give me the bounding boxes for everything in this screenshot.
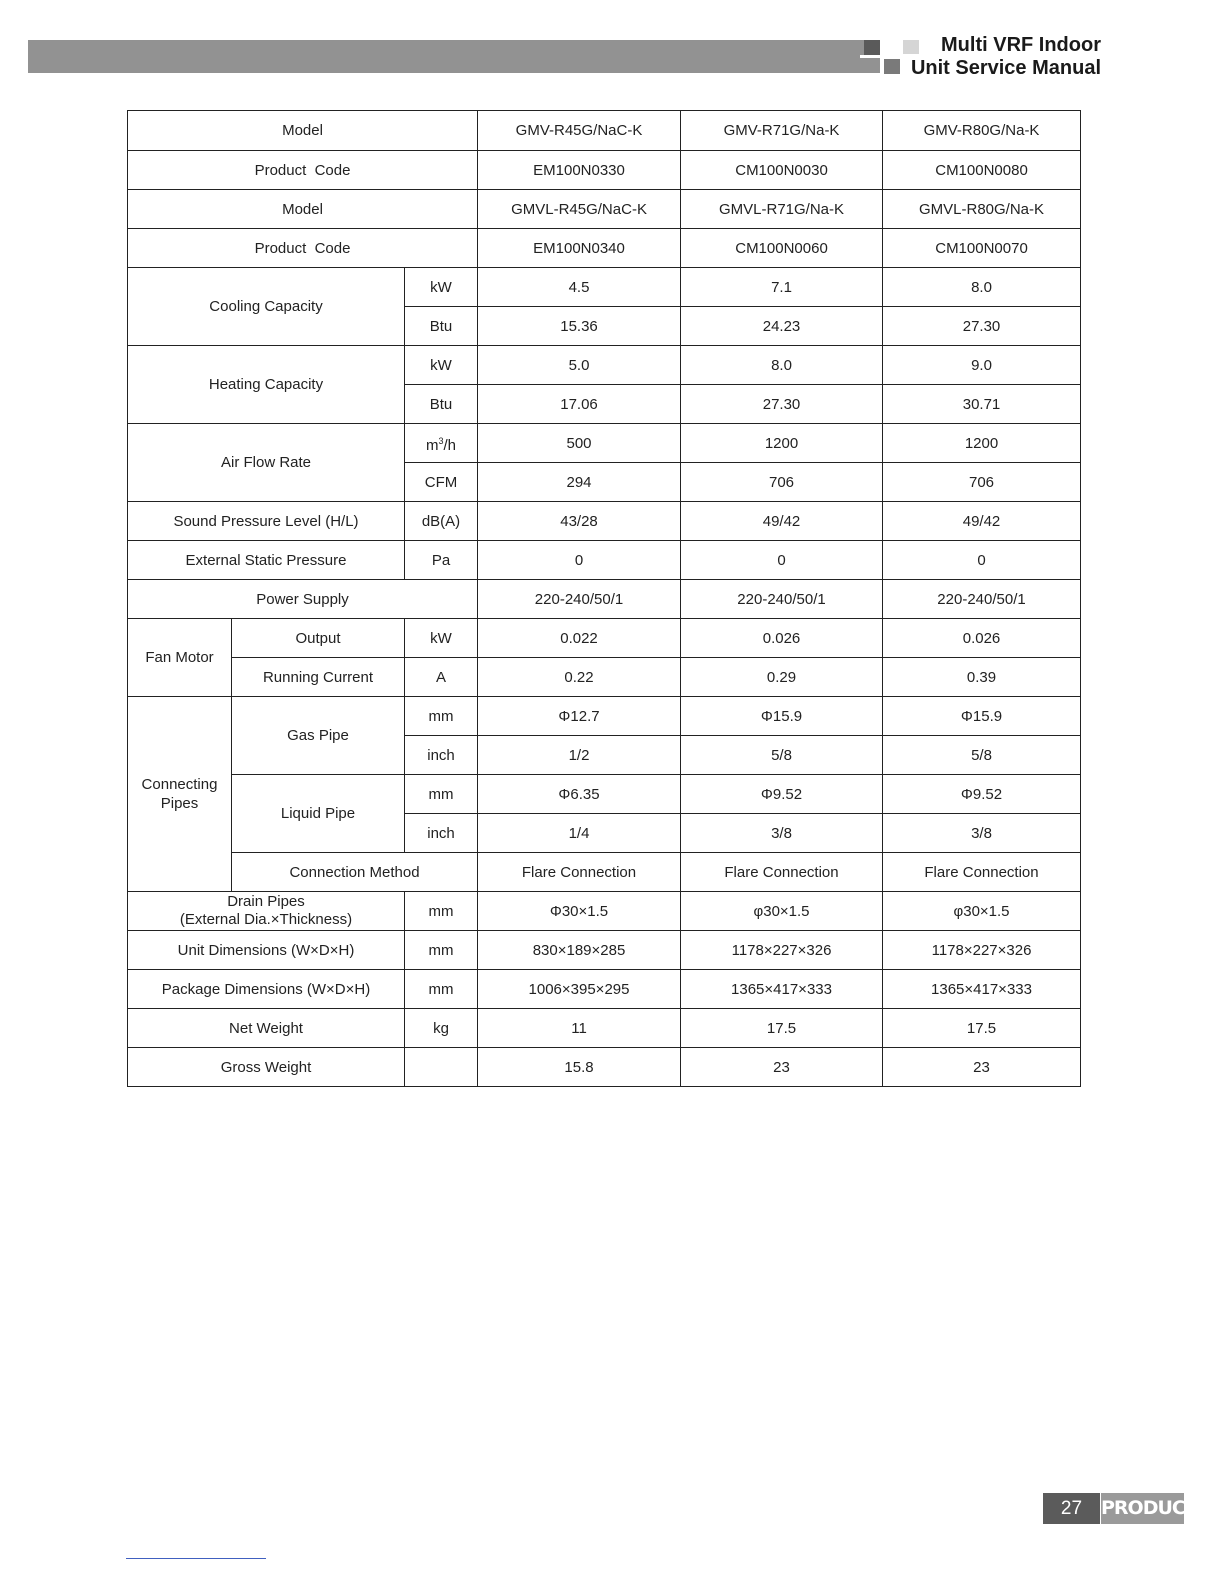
cell: 0.39 bbox=[883, 658, 1081, 697]
cell: 1/2 bbox=[478, 736, 681, 775]
row-label: Model bbox=[128, 190, 478, 229]
page-number: 27 bbox=[1043, 1493, 1100, 1524]
cell: 49/42 bbox=[883, 502, 1081, 541]
row-label: Model bbox=[128, 111, 478, 151]
unit-cell: mm bbox=[405, 775, 478, 814]
row-label: Output bbox=[232, 619, 405, 658]
cell: 9.0 bbox=[883, 346, 1081, 385]
unit-h: /h bbox=[443, 436, 457, 454]
table-row bbox=[128, 424, 1081, 463]
pipes-label-line1: Connecting bbox=[141, 776, 218, 793]
table-row bbox=[128, 658, 1081, 697]
cell: 1365×417×333 bbox=[883, 970, 1081, 1009]
cell: 0 bbox=[681, 541, 883, 580]
unit-cell: mm bbox=[405, 931, 478, 970]
drain-label-line2: (External Dia.×Thickness) bbox=[179, 911, 353, 928]
cell: CM100N0080 bbox=[883, 151, 1081, 190]
cell: Φ15.9 bbox=[681, 697, 883, 736]
cell: Φ15.9 bbox=[883, 697, 1081, 736]
cell: Flare Connection bbox=[681, 853, 883, 892]
cell: 15.8 bbox=[478, 1048, 681, 1087]
cell: 3/8 bbox=[681, 814, 883, 853]
cell: 706 bbox=[681, 463, 883, 502]
table-row bbox=[128, 931, 1081, 970]
row-label: Cooling Capacity bbox=[128, 268, 405, 346]
row-label: Air Flow Rate bbox=[128, 424, 405, 502]
cell: 1006×395×295 bbox=[478, 970, 681, 1009]
header-bracket bbox=[860, 55, 882, 58]
cell: EM100N0330 bbox=[478, 151, 681, 190]
cell: Φ9.52 bbox=[681, 775, 883, 814]
cell: 24.23 bbox=[681, 307, 883, 346]
cell: φ30×1.5 bbox=[681, 892, 883, 931]
row-label: Gross Weight bbox=[128, 1048, 405, 1087]
cell: 0.026 bbox=[883, 619, 1081, 658]
unit-cell bbox=[405, 1048, 478, 1087]
unit-exp: 3 bbox=[438, 435, 444, 446]
table-row bbox=[128, 229, 1081, 268]
cell: CM100N0030 bbox=[681, 151, 883, 190]
cell: 27.30 bbox=[681, 385, 883, 424]
unit-cell: dB(A) bbox=[405, 502, 478, 541]
cell: 1178×227×326 bbox=[883, 931, 1081, 970]
pipes-label-line2: Pipes bbox=[160, 795, 199, 812]
section-label: PRODUCT bbox=[1101, 1493, 1184, 1524]
unit-cell: mm bbox=[405, 892, 478, 931]
unit-cell: Btu bbox=[405, 307, 478, 346]
table-row bbox=[128, 619, 1081, 658]
row-label: Heating Capacity bbox=[128, 346, 405, 424]
header-square-dark bbox=[864, 40, 880, 55]
table-row bbox=[128, 775, 1081, 814]
cell: 8.0 bbox=[681, 346, 883, 385]
cell: Flare Connection bbox=[478, 853, 681, 892]
row-label: External Static Pressure bbox=[128, 541, 405, 580]
row-label: Package Dimensions (W×D×H) bbox=[128, 970, 405, 1009]
cell: φ30×1.5 bbox=[883, 892, 1081, 931]
row-label: Liquid Pipe bbox=[232, 775, 405, 853]
row-label: Connection Method bbox=[232, 853, 478, 892]
table-row bbox=[128, 190, 1081, 229]
cell: 5/8 bbox=[883, 736, 1081, 775]
cell: 5/8 bbox=[681, 736, 883, 775]
row-label: Product Code bbox=[128, 229, 478, 268]
cell: GMV-R80G/Na-K bbox=[883, 111, 1081, 151]
drain-label-line1: Drain Pipes bbox=[227, 893, 305, 910]
cell: 15.36 bbox=[478, 307, 681, 346]
row-label: Product Code bbox=[128, 151, 478, 190]
cell: 3/8 bbox=[883, 814, 1081, 853]
cell: 8.0 bbox=[883, 268, 1081, 307]
cell: GMVL-R45G/NaC-K bbox=[478, 190, 681, 229]
cell: 49/42 bbox=[681, 502, 883, 541]
cell: 0.026 bbox=[681, 619, 883, 658]
cell: 0.29 bbox=[681, 658, 883, 697]
unit-cell: mm bbox=[405, 970, 478, 1009]
table-row bbox=[128, 502, 1081, 541]
manual-title-line2: Unit Service Manual bbox=[910, 57, 1101, 79]
cell: 220-240/50/1 bbox=[478, 580, 681, 619]
cell: Φ9.52 bbox=[883, 775, 1081, 814]
cell: GMV-R71G/Na-K bbox=[681, 111, 883, 151]
row-label: Gas Pipe bbox=[232, 697, 405, 775]
cell: 0.022 bbox=[478, 619, 681, 658]
table-row bbox=[128, 268, 1081, 307]
unit-cell: CFM bbox=[405, 463, 478, 502]
cell: 0 bbox=[883, 541, 1081, 580]
cell: 27.30 bbox=[883, 307, 1081, 346]
unit-cell: inch bbox=[405, 814, 478, 853]
unit-cell: mm bbox=[405, 697, 478, 736]
cell: 500 bbox=[478, 424, 681, 463]
spec-table bbox=[127, 110, 1081, 1087]
cell: 1178×227×326 bbox=[681, 931, 883, 970]
cell: 1200 bbox=[681, 424, 883, 463]
unit-m: m bbox=[425, 436, 439, 454]
unit-cell: kW bbox=[405, 619, 478, 658]
cell: Flare Connection bbox=[883, 853, 1081, 892]
cell: 0 bbox=[478, 541, 681, 580]
row-group-label bbox=[128, 697, 232, 892]
table-row bbox=[128, 111, 1081, 151]
cell: Φ12.7 bbox=[478, 697, 681, 736]
cell: 30.71 bbox=[883, 385, 1081, 424]
table-row bbox=[128, 970, 1081, 1009]
row-label: Running Current bbox=[232, 658, 405, 697]
unit-cell: kg bbox=[405, 1009, 478, 1048]
table-row bbox=[128, 697, 1081, 736]
table-row bbox=[128, 853, 1081, 892]
cell: GMVL-R71G/Na-K bbox=[681, 190, 883, 229]
unit-cell: kW bbox=[405, 268, 478, 307]
row-label: Power Supply bbox=[128, 580, 478, 619]
row-label: Sound Pressure Level (H/L) bbox=[128, 502, 405, 541]
cell: 43/28 bbox=[478, 502, 681, 541]
cell: CM100N0070 bbox=[883, 229, 1081, 268]
header-bar bbox=[28, 40, 880, 73]
row-label: Net Weight bbox=[128, 1009, 405, 1048]
unit-cell: inch bbox=[405, 736, 478, 775]
cell: 1200 bbox=[883, 424, 1081, 463]
header-square-mid bbox=[884, 59, 900, 74]
cell: 1/4 bbox=[478, 814, 681, 853]
table-row bbox=[128, 541, 1081, 580]
cell: 5.0 bbox=[478, 346, 681, 385]
cell: 1365×417×333 bbox=[681, 970, 883, 1009]
cell: 23 bbox=[681, 1048, 883, 1087]
cell: 17.5 bbox=[681, 1009, 883, 1048]
cell: 4.5 bbox=[478, 268, 681, 307]
cell: 23 bbox=[883, 1048, 1081, 1087]
table-row bbox=[128, 892, 1081, 931]
cell: GMVL-R80G/Na-K bbox=[883, 190, 1081, 229]
cell: 830×189×285 bbox=[478, 931, 681, 970]
cell: 0.22 bbox=[478, 658, 681, 697]
table-row bbox=[128, 580, 1081, 619]
cell: GMV-R45G/NaC-K bbox=[478, 111, 681, 151]
cell: Φ6.35 bbox=[478, 775, 681, 814]
row-label: Unit Dimensions (W×D×H) bbox=[128, 931, 405, 970]
cell: 220-240/50/1 bbox=[681, 580, 883, 619]
unit-cell: kW bbox=[405, 346, 478, 385]
row-group-label: Fan Motor bbox=[128, 619, 232, 697]
unit-cell: Pa bbox=[405, 541, 478, 580]
table-row bbox=[128, 346, 1081, 385]
cell: 706 bbox=[883, 463, 1081, 502]
cell: 7.1 bbox=[681, 268, 883, 307]
unit-cell bbox=[405, 424, 478, 463]
table-row bbox=[128, 1048, 1081, 1087]
cell: 220-240/50/1 bbox=[883, 580, 1081, 619]
unit-cell: Btu bbox=[405, 385, 478, 424]
manual-title bbox=[911, 34, 1101, 80]
cell: 11 bbox=[478, 1009, 681, 1048]
cell: 294 bbox=[478, 463, 681, 502]
cell: 17.06 bbox=[478, 385, 681, 424]
unit-cell: A bbox=[405, 658, 478, 697]
table-row bbox=[128, 1009, 1081, 1048]
row-label bbox=[128, 892, 405, 931]
cell: Φ30×1.5 bbox=[478, 892, 681, 931]
cell: CM100N0060 bbox=[681, 229, 883, 268]
cell: EM100N0340 bbox=[478, 229, 681, 268]
cell: 17.5 bbox=[883, 1009, 1081, 1048]
manual-title-line1: Multi VRF Indoor bbox=[941, 34, 1101, 56]
footnote-line bbox=[126, 1558, 266, 1559]
table-row bbox=[128, 151, 1081, 190]
